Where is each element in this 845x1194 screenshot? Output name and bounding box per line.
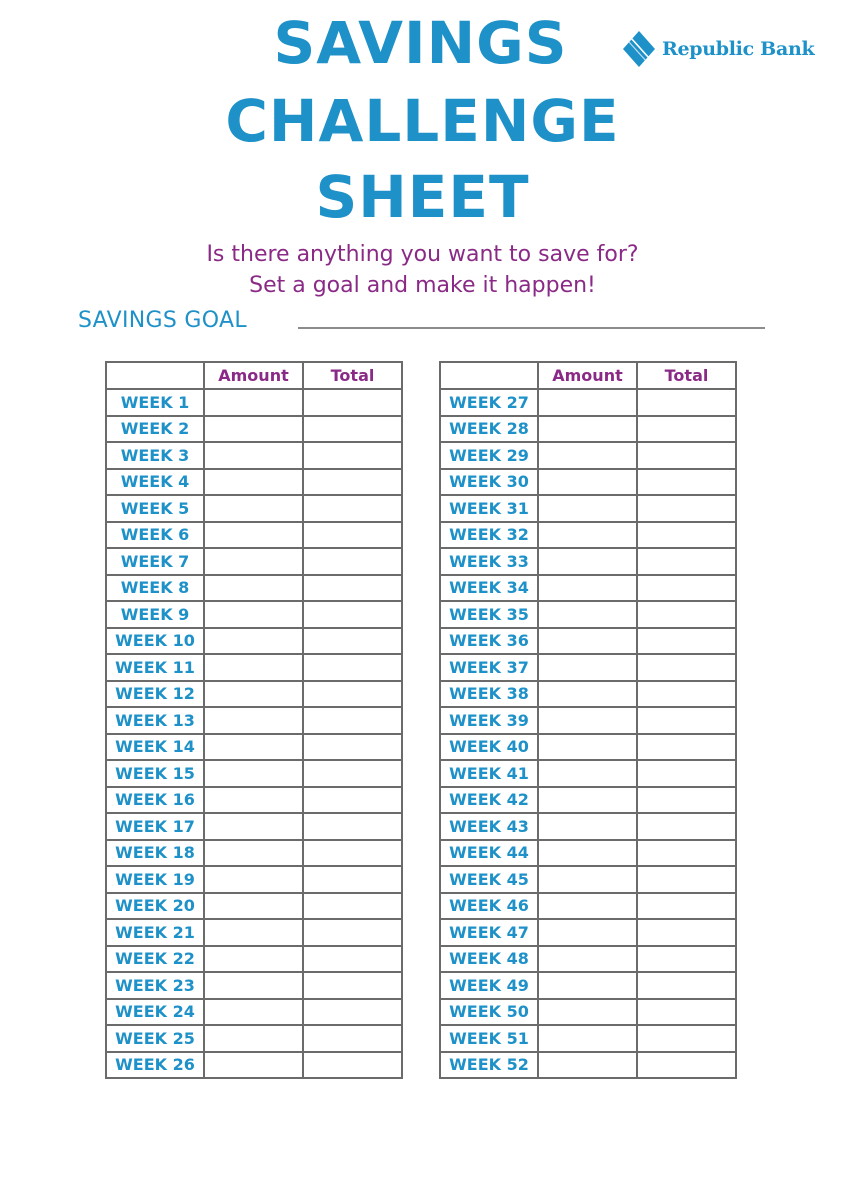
amount-cell[interactable] [538, 495, 637, 522]
amount-cell[interactable] [204, 601, 303, 628]
total-cell[interactable] [303, 416, 402, 443]
table-row [106, 919, 402, 946]
amount-cell[interactable] [204, 840, 303, 867]
total-cell[interactable] [637, 495, 736, 522]
total-cell[interactable] [303, 1025, 402, 1052]
table-row [106, 734, 402, 761]
amount-cell[interactable] [204, 813, 303, 840]
weeks-27-52-table [439, 361, 737, 1079]
total-cell[interactable] [637, 522, 736, 549]
total-cell[interactable] [303, 760, 402, 787]
amount-cell[interactable] [538, 1025, 637, 1052]
week-label: WEEK 8 [106, 575, 204, 602]
total-cell[interactable] [303, 495, 402, 522]
table-row [440, 866, 736, 893]
table-row [106, 548, 402, 575]
total-cell[interactable] [637, 813, 736, 840]
week-label: WEEK 27 [440, 389, 538, 416]
header-blank-cell [106, 362, 204, 389]
week-label: WEEK 29 [440, 442, 538, 469]
week-label: WEEK 18 [106, 840, 204, 867]
week-label: WEEK 22 [106, 946, 204, 973]
total-cell[interactable] [637, 628, 736, 655]
table-row [106, 1052, 402, 1079]
amount-cell[interactable] [538, 469, 637, 496]
table-row [106, 999, 402, 1026]
week-label: WEEK 39 [440, 707, 538, 734]
intro-line-2: Set a goal and make it happen! [249, 273, 596, 298]
title-line-2: CHALLENGE [225, 87, 620, 155]
total-cell[interactable] [303, 787, 402, 814]
total-cell[interactable] [303, 1052, 402, 1079]
week-label: WEEK 49 [440, 972, 538, 999]
amount-cell[interactable] [204, 681, 303, 708]
week-label: WEEK 42 [440, 787, 538, 814]
amount-cell[interactable] [538, 840, 637, 867]
table-row [106, 893, 402, 920]
amount-cell[interactable] [538, 1052, 637, 1079]
table-row [106, 522, 402, 549]
table-row [106, 840, 402, 867]
table-row [440, 416, 736, 443]
total-cell[interactable] [637, 840, 736, 867]
amount-cell[interactable] [204, 893, 303, 920]
week-label: WEEK 15 [106, 760, 204, 787]
weeks-1-26-table [105, 361, 403, 1079]
table-row [106, 601, 402, 628]
table-row [106, 760, 402, 787]
amount-cell[interactable] [538, 416, 637, 443]
week-label: WEEK 32 [440, 522, 538, 549]
savings-goal-field[interactable] [298, 327, 765, 329]
week-label: WEEK 25 [106, 1025, 204, 1052]
intro-line-1: Is there anything you want to save for? [206, 242, 639, 267]
total-cell[interactable] [303, 707, 402, 734]
amount-cell[interactable] [538, 442, 637, 469]
week-label: WEEK 36 [440, 628, 538, 655]
total-cell[interactable] [303, 946, 402, 973]
week-label: WEEK 34 [440, 575, 538, 602]
total-cell[interactable] [637, 681, 736, 708]
week-label: WEEK 30 [440, 469, 538, 496]
week-label: WEEK 7 [106, 548, 204, 575]
week-label: WEEK 16 [106, 787, 204, 814]
amount-cell[interactable] [538, 813, 637, 840]
total-cell[interactable] [303, 389, 402, 416]
table-row [106, 495, 402, 522]
week-label: WEEK 47 [440, 919, 538, 946]
total-cell[interactable] [303, 813, 402, 840]
table-row [440, 1025, 736, 1052]
total-cell[interactable] [303, 442, 402, 469]
republic-bank-logo [622, 30, 814, 68]
week-label: WEEK 2 [106, 416, 204, 443]
total-cell[interactable] [303, 548, 402, 575]
table-row [440, 813, 736, 840]
table-row [440, 707, 736, 734]
table-row [440, 734, 736, 761]
table-row [106, 442, 402, 469]
total-cell[interactable] [637, 1052, 736, 1079]
amount-cell[interactable] [538, 893, 637, 920]
amount-cell[interactable] [204, 972, 303, 999]
table-row [440, 575, 736, 602]
total-cell[interactable] [637, 548, 736, 575]
table-row [106, 389, 402, 416]
week-label: WEEK 38 [440, 681, 538, 708]
amount-cell[interactable] [204, 707, 303, 734]
header-amount: Amount [204, 362, 303, 389]
amount-cell[interactable] [538, 734, 637, 761]
total-cell[interactable] [637, 707, 736, 734]
amount-cell[interactable] [538, 999, 637, 1026]
table-row [106, 628, 402, 655]
total-cell[interactable] [303, 628, 402, 655]
amount-cell[interactable] [538, 787, 637, 814]
amount-cell[interactable] [204, 654, 303, 681]
table-row [106, 972, 402, 999]
total-cell[interactable] [637, 760, 736, 787]
week-label: WEEK 4 [106, 469, 204, 496]
amount-cell[interactable] [538, 389, 637, 416]
table-row [106, 946, 402, 973]
week-label: WEEK 11 [106, 654, 204, 681]
table-row [440, 681, 736, 708]
amount-cell[interactable] [538, 628, 637, 655]
amount-cell[interactable] [204, 442, 303, 469]
table-row [106, 787, 402, 814]
amount-cell[interactable] [538, 681, 637, 708]
savings-goal-label: SAVINGS GOAL [78, 308, 247, 333]
week-label: WEEK 31 [440, 495, 538, 522]
week-label: WEEK 13 [106, 707, 204, 734]
title-line-1: SAVINGS [273, 9, 568, 77]
week-label: WEEK 6 [106, 522, 204, 549]
total-cell[interactable] [637, 389, 736, 416]
total-cell[interactable] [637, 442, 736, 469]
week-label: WEEK 1 [106, 389, 204, 416]
total-cell[interactable] [637, 946, 736, 973]
amount-cell[interactable] [538, 548, 637, 575]
table-row [106, 416, 402, 443]
table-row [440, 548, 736, 575]
amount-cell[interactable] [538, 919, 637, 946]
amount-cell[interactable] [204, 416, 303, 443]
table-row [440, 654, 736, 681]
week-label: WEEK 19 [106, 866, 204, 893]
total-cell[interactable] [637, 734, 736, 761]
week-label: WEEK 23 [106, 972, 204, 999]
amount-cell[interactable] [538, 707, 637, 734]
table-row [440, 469, 736, 496]
week-label: WEEK 3 [106, 442, 204, 469]
amount-cell[interactable] [204, 469, 303, 496]
header-total: Total [637, 362, 736, 389]
table-row [440, 522, 736, 549]
amount-cell[interactable] [204, 734, 303, 761]
week-label: WEEK 52 [440, 1052, 538, 1079]
table-row [440, 946, 736, 973]
total-cell[interactable] [637, 999, 736, 1026]
table-row [440, 601, 736, 628]
total-cell[interactable] [637, 601, 736, 628]
table-row [440, 787, 736, 814]
week-label: WEEK 10 [106, 628, 204, 655]
table-row [440, 972, 736, 999]
table-row [106, 813, 402, 840]
total-cell[interactable] [303, 919, 402, 946]
table-row [440, 919, 736, 946]
total-cell[interactable] [303, 893, 402, 920]
week-label: WEEK 41 [440, 760, 538, 787]
total-cell[interactable] [303, 734, 402, 761]
total-cell[interactable] [303, 972, 402, 999]
header-total: Total [303, 362, 402, 389]
week-label: WEEK 35 [440, 601, 538, 628]
total-cell[interactable] [637, 972, 736, 999]
total-cell[interactable] [637, 654, 736, 681]
total-cell[interactable] [637, 787, 736, 814]
header-amount: Amount [538, 362, 637, 389]
table-row [106, 681, 402, 708]
week-label: WEEK 12 [106, 681, 204, 708]
table-row [440, 893, 736, 920]
total-cell[interactable] [303, 840, 402, 867]
amount-cell[interactable] [204, 760, 303, 787]
table-row [440, 999, 736, 1026]
week-label: WEEK 14 [106, 734, 204, 761]
amount-cell[interactable] [538, 522, 637, 549]
amount-cell[interactable] [204, 495, 303, 522]
total-cell[interactable] [637, 866, 736, 893]
week-label: WEEK 43 [440, 813, 538, 840]
week-label: WEEK 17 [106, 813, 204, 840]
amount-cell[interactable] [538, 760, 637, 787]
amount-cell[interactable] [204, 548, 303, 575]
amount-cell[interactable] [204, 575, 303, 602]
amount-cell[interactable] [204, 999, 303, 1026]
total-cell[interactable] [637, 893, 736, 920]
week-label: WEEK 37 [440, 654, 538, 681]
week-label: WEEK 45 [440, 866, 538, 893]
total-cell[interactable] [303, 522, 402, 549]
table-row [106, 654, 402, 681]
amount-cell[interactable] [538, 601, 637, 628]
week-label: WEEK 33 [440, 548, 538, 575]
table-row [440, 628, 736, 655]
amount-cell[interactable] [204, 522, 303, 549]
total-cell[interactable] [303, 866, 402, 893]
week-label: WEEK 51 [440, 1025, 538, 1052]
total-cell[interactable] [637, 919, 736, 946]
title-line-3: SHEET [315, 163, 530, 231]
total-cell[interactable] [303, 575, 402, 602]
table-row [440, 495, 736, 522]
week-label: WEEK 48 [440, 946, 538, 973]
week-label: WEEK 5 [106, 495, 204, 522]
amount-cell[interactable] [204, 1025, 303, 1052]
total-cell[interactable] [303, 681, 402, 708]
amount-cell[interactable] [538, 654, 637, 681]
republic-bank-diamond-icon [622, 30, 656, 68]
table-header-row [440, 362, 736, 389]
total-cell[interactable] [303, 469, 402, 496]
week-label: WEEK 26 [106, 1052, 204, 1079]
logo-text: Republic Bank [662, 38, 815, 60]
week-label: WEEK 28 [440, 416, 538, 443]
table-row [106, 1025, 402, 1052]
amount-cell[interactable] [204, 1052, 303, 1079]
week-label: WEEK 20 [106, 893, 204, 920]
table-row [106, 575, 402, 602]
total-cell[interactable] [637, 1025, 736, 1052]
total-cell[interactable] [637, 575, 736, 602]
week-label: WEEK 9 [106, 601, 204, 628]
table-row [106, 707, 402, 734]
table-row [440, 840, 736, 867]
table-row [440, 442, 736, 469]
week-label: WEEK 21 [106, 919, 204, 946]
amount-cell[interactable] [204, 919, 303, 946]
total-cell[interactable] [637, 416, 736, 443]
amount-cell[interactable] [538, 972, 637, 999]
total-cell[interactable] [637, 469, 736, 496]
table-row [440, 389, 736, 416]
amount-cell[interactable] [538, 575, 637, 602]
table-row [440, 1052, 736, 1079]
amount-cell[interactable] [204, 866, 303, 893]
table-header-row [106, 362, 402, 389]
table-row [106, 469, 402, 496]
total-cell[interactable] [303, 999, 402, 1026]
amount-cell[interactable] [204, 787, 303, 814]
week-label: WEEK 50 [440, 999, 538, 1026]
amount-cell[interactable] [204, 389, 303, 416]
week-label: WEEK 46 [440, 893, 538, 920]
header-blank-cell [440, 362, 538, 389]
week-label: WEEK 40 [440, 734, 538, 761]
total-cell[interactable] [303, 654, 402, 681]
total-cell[interactable] [303, 601, 402, 628]
week-label: WEEK 24 [106, 999, 204, 1026]
amount-cell[interactable] [204, 628, 303, 655]
table-row [106, 866, 402, 893]
amount-cell[interactable] [204, 946, 303, 973]
week-label: WEEK 44 [440, 840, 538, 867]
amount-cell[interactable] [538, 946, 637, 973]
table-row [440, 760, 736, 787]
amount-cell[interactable] [538, 866, 637, 893]
